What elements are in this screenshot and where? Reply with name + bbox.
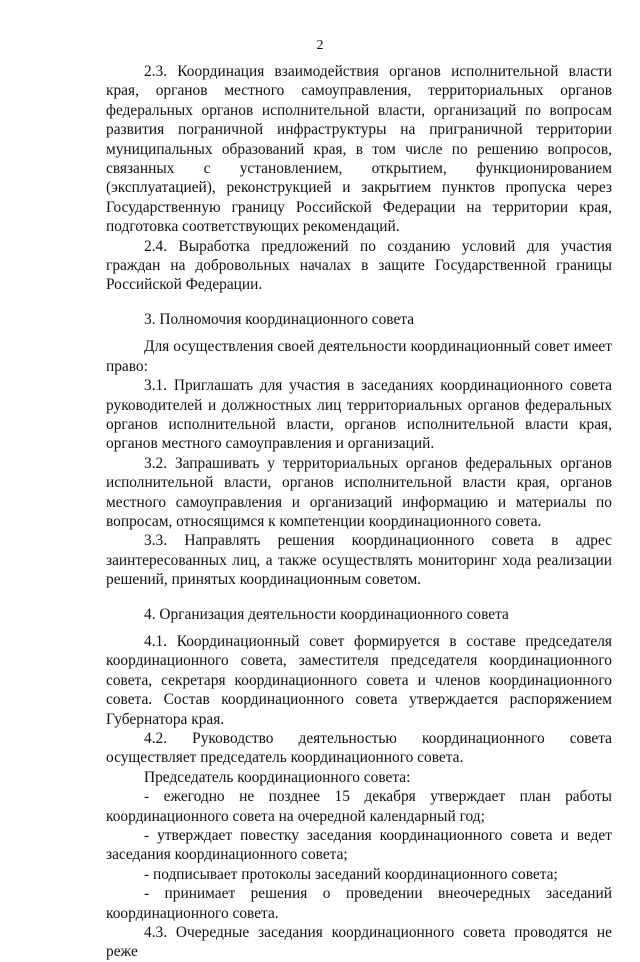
chair-duties-intro: Председатель координационного совета: [144,768,411,786]
document-body [106,62,612,962]
paragraph-3-3: 3.3. Направлять решения координационного совета в адрес заинтересованных лиц, а также осуществлять мониторинг хода реализации решений, принятых координационным советом. [106,532,612,589]
paragraph-2-4: 2.4. Выработка предложений по созданию условий для участия граждан на добровольных началах в защите Государственной границы Российской Федерации. [106,237,612,294]
section-3-heading: 3. Полномочия координационного совета [144,310,415,328]
paragraph-4-1: 4.1. Координационный совет формируется в составе председателя координационного совета, заместителя председателя координационного совета, секретаря координационного совета и членов координационного совета. Состав координационного совета утверждается распоряжением Губернатора края. [106,632,612,728]
chair-duty-item: - ежегодно не позднее 15 декабря утверждает план работы координационного совета на очередной календарный год; [106,788,612,825]
chair-duty-item: - принимает решения о проведении внеочередных заседаний координационного совета. [106,885,612,922]
paragraph-3-2: 3.2. Запрашивать у территориальных органов федеральных органов исполнительной власти, органов исполнительной власти края, органов местного самоуправления и организаций информацию и материалы по вопросам, относящимся к компетенции координационного совета. [106,454,612,530]
page-number: 2 [316,38,324,53]
chair-duty-item: - подписывает протоколы заседаний координационного совета; [144,865,558,883]
paragraph-4-3: 4.3. Очередные заседания координационного совета проводятся не реже [106,924,612,961]
paragraph-4-2: 4.2. Руководство деятельностью координационного совета осуществляет председатель координационного совета. [106,730,612,767]
section-4-heading: 4. Организация деятельности координационного совета [144,605,509,623]
chair-duty-item: - утверждает повестку заседания координационного совета и ведет заседания координационного совета; [106,827,612,864]
paragraph-3-1: 3.1. Приглашать для участия в заседаниях координационного совета руководителей и должностных лиц территориальных органов федеральных органов исполнительной власти, органов исполнительной власти края, органов местного самоуправления и организаций. [106,377,612,453]
paragraph-2-3: 2.3. Координация взаимодействия органов исполнительной власти края, органов местного самоуправления, территориальных органов федеральных органов исполнительной власти, организаций по вопросам развития пограничной инфраструктуры на приграничной территории муниципальных образований края, в том числе по решению вопросов, связанных с установлением, открытием, функционированием (эксплуатацией), реконструкцией и закрытием пунктов пропуска через Государственную границу Российской Федерации на территории края, подготовка соответствующих рекомендаций. [106,63,612,236]
section-3-intro: Для осуществления своей деятельности координационный совет имеет право: [106,338,612,375]
